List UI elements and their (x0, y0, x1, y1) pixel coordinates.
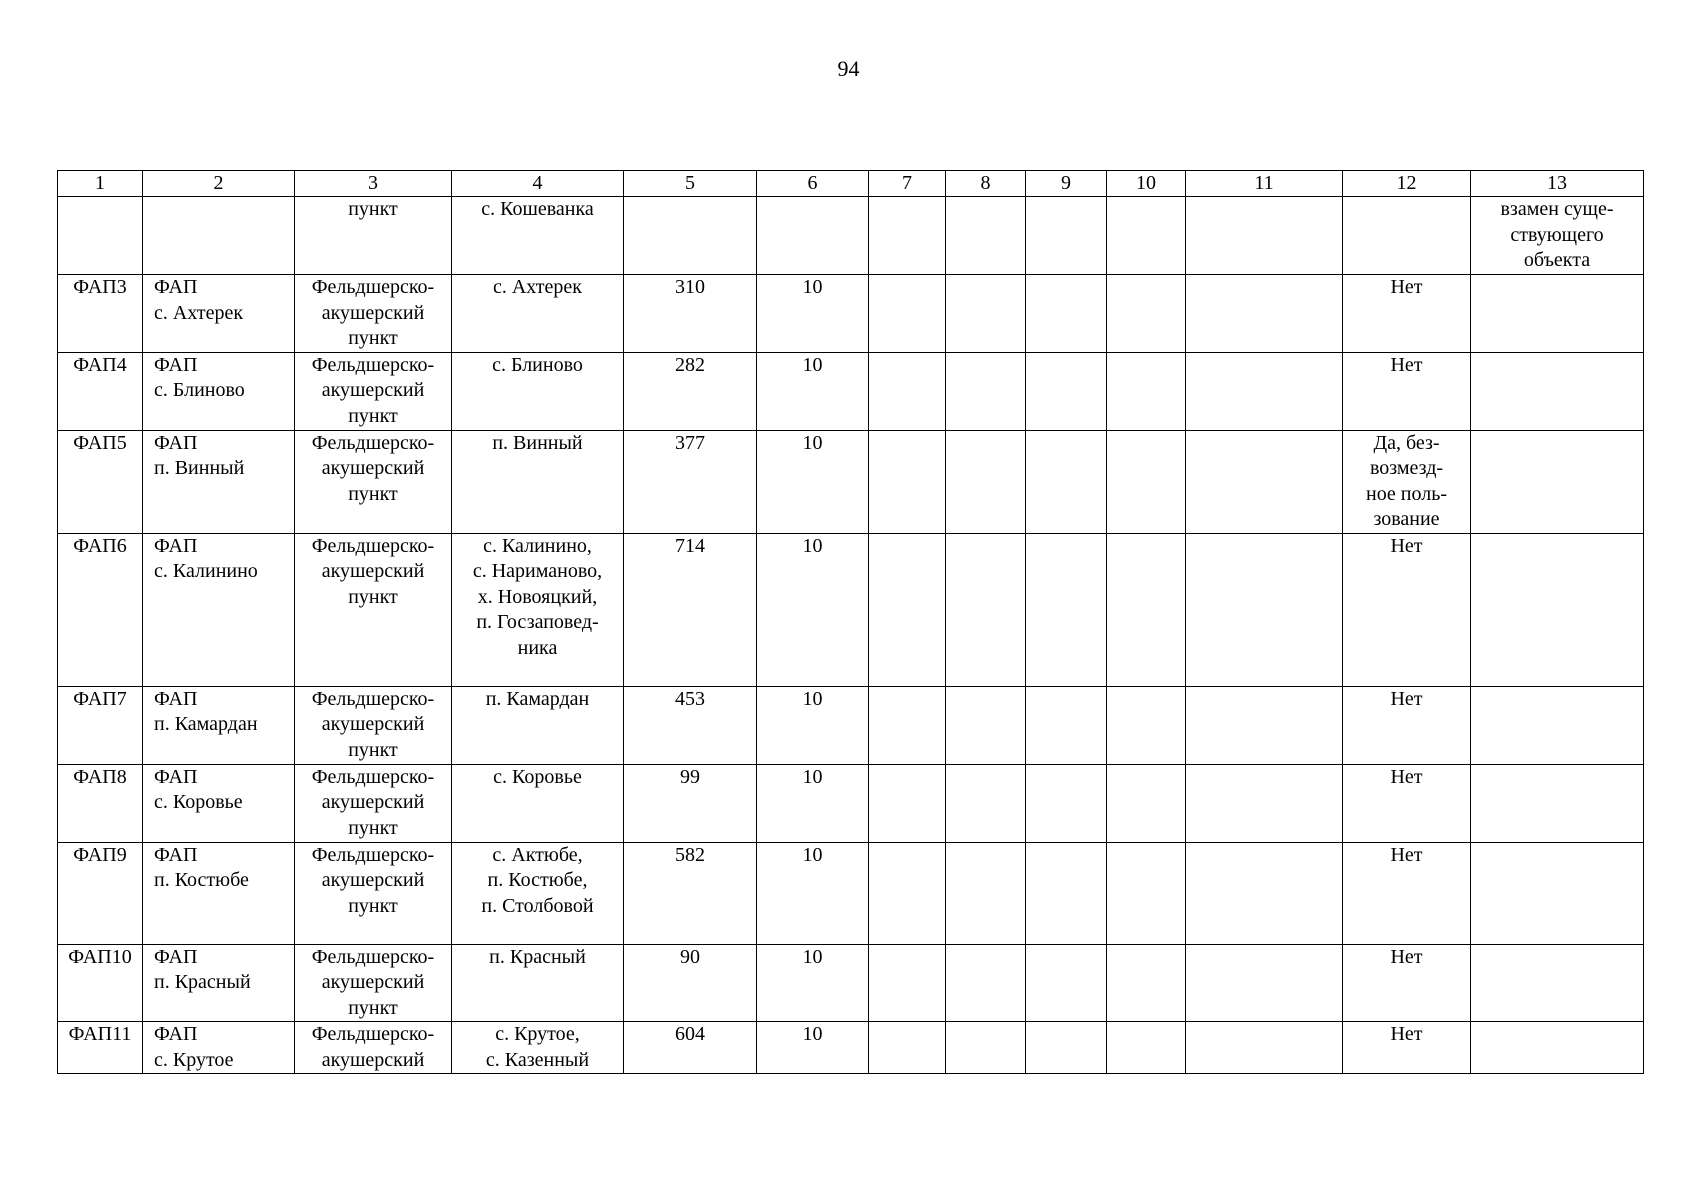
table-cell-col-11 (1186, 275, 1343, 353)
table-cell-col-9 (1026, 352, 1107, 430)
table-cell-col-8 (946, 430, 1026, 533)
table-cell-col-3: Фельдшерско- акушерский пункт (295, 842, 452, 944)
table-cell-col-13 (1471, 352, 1644, 430)
table-cell-col-7 (869, 842, 946, 944)
table-cell-col-5: 282 (624, 352, 757, 430)
table-cell-col-2: ФАП п. Костюбе (143, 842, 295, 944)
table-cell-col-8 (946, 686, 1026, 764)
table-cell-col-1 (58, 197, 143, 275)
table-cell-col-1: ФАП11 (58, 1022, 143, 1074)
table-cell-col-8 (946, 944, 1026, 1022)
table-row (58, 275, 1644, 353)
table-cell-col-3: Фельдшерско- акушерский (295, 1022, 452, 1074)
table-cell-col-7 (869, 764, 946, 842)
table-cell-col-1: ФАП3 (58, 275, 143, 353)
table-cell-col-10 (1107, 944, 1186, 1022)
table-cell-col-10 (1107, 275, 1186, 353)
table-cell-col-12 (1343, 197, 1471, 275)
header-cell: 6 (757, 171, 869, 197)
table-cell-col-13 (1471, 842, 1644, 944)
table-cell-col-12: Нет (1343, 275, 1471, 353)
table-cell-col-6: 10 (757, 275, 869, 353)
header-cell: 7 (869, 171, 946, 197)
table-cell-col-8 (946, 275, 1026, 353)
table-cell-col-9 (1026, 842, 1107, 944)
table-cell-col-5: 310 (624, 275, 757, 353)
table-cell-col-10 (1107, 197, 1186, 275)
table-cell-col-1: ФАП8 (58, 764, 143, 842)
table-cell-col-7 (869, 430, 946, 533)
header-cell: 8 (946, 171, 1026, 197)
table-cell-col-4: с. Ахтерек (452, 275, 624, 353)
table-cell-col-6: 10 (757, 1022, 869, 1074)
table-cell-col-6: 10 (757, 686, 869, 764)
table-cell-col-3: пункт (295, 197, 452, 275)
table-cell-col-5: 714 (624, 533, 757, 686)
table-cell-col-5: 377 (624, 430, 757, 533)
table-cell-col-13 (1471, 944, 1644, 1022)
table-cell-col-3: Фельдшерско- акушерский пункт (295, 944, 452, 1022)
table-row (58, 533, 1644, 686)
table-cell-col-13 (1471, 275, 1644, 353)
table-cell-col-6: 10 (757, 352, 869, 430)
table-cell-col-7 (869, 197, 946, 275)
table-cell-col-6: 10 (757, 842, 869, 944)
table-cell-col-1: ФАП4 (58, 352, 143, 430)
table-cell-col-5: 582 (624, 842, 757, 944)
table-cell-col-5 (624, 197, 757, 275)
table-cell-col-8 (946, 842, 1026, 944)
table-cell-col-4: п. Винный (452, 430, 624, 533)
table-cell-col-12: Да, без- возмезд- ное поль- зование (1343, 430, 1471, 533)
table-cell-col-4: с. Актюбе, п. Костюбе, п. Столбовой (452, 842, 624, 944)
table-cell-col-12: Нет (1343, 1022, 1471, 1074)
table-cell-col-2: ФАП п. Камардан (143, 686, 295, 764)
table-cell-col-5: 90 (624, 944, 757, 1022)
table-cell-col-13 (1471, 533, 1644, 686)
table-cell-col-10 (1107, 430, 1186, 533)
table-cell-col-13 (1471, 764, 1644, 842)
table-cell-col-4: с. Калинино, с. Нариманово, х. Новояцкий, п. Госзаповед- ника (452, 533, 624, 686)
table-cell-col-13: взамен суще- ствующего объекта (1471, 197, 1644, 275)
table-cell-col-9 (1026, 533, 1107, 686)
table-cell-col-3: Фельдшерско- акушерский пункт (295, 430, 452, 533)
header-cell: 12 (1343, 171, 1471, 197)
table-cell-col-10 (1107, 686, 1186, 764)
table-cell-col-7 (869, 944, 946, 1022)
table-cell-col-11 (1186, 1022, 1343, 1074)
table-row (58, 352, 1644, 430)
table-cell-col-11 (1186, 430, 1343, 533)
table-cell-col-1: ФАП9 (58, 842, 143, 944)
table-cell-col-8 (946, 764, 1026, 842)
table-cell-col-3: Фельдшерско- акушерский пункт (295, 764, 452, 842)
table-cell-col-1: ФАП10 (58, 944, 143, 1022)
table-cell-col-4: п. Камардан (452, 686, 624, 764)
table-cell-col-12: Нет (1343, 842, 1471, 944)
table-cell-col-10 (1107, 533, 1186, 686)
table-cell-col-11 (1186, 197, 1343, 275)
table-cell-col-4: с. Блиново (452, 352, 624, 430)
table-cell-col-12: Нет (1343, 764, 1471, 842)
table-cell-col-4: с. Кошеванка (452, 197, 624, 275)
table-cell-col-9 (1026, 686, 1107, 764)
table-cell-col-2: ФАП п. Винный (143, 430, 295, 533)
table-cell-col-11 (1186, 764, 1343, 842)
table-cell-col-11 (1186, 842, 1343, 944)
table-cell-col-4: п. Красный (452, 944, 624, 1022)
table-cell-col-10 (1107, 1022, 1186, 1074)
table-cell-col-8 (946, 1022, 1026, 1074)
table-cell-col-8 (946, 352, 1026, 430)
table-cell-col-6: 10 (757, 533, 869, 686)
table-row (58, 944, 1644, 1022)
table-cell-col-3: Фельдшерско- акушерский пункт (295, 275, 452, 353)
table-cell-col-11 (1186, 533, 1343, 686)
table-cell-col-4: с. Коровье (452, 764, 624, 842)
table-cell-col-2: ФАП с. Калинино (143, 533, 295, 686)
table-cell-col-4: с. Крутое, с. Казенный (452, 1022, 624, 1074)
table-cell-col-9 (1026, 1022, 1107, 1074)
table-cell-col-5: 99 (624, 764, 757, 842)
table-cell-col-2: ФАП с. Крутое (143, 1022, 295, 1074)
table-cell-col-11 (1186, 944, 1343, 1022)
table-cell-col-3: Фельдшерско- акушерский пункт (295, 533, 452, 686)
table-cell-col-11 (1186, 352, 1343, 430)
table-cell-col-7 (869, 686, 946, 764)
table-cell-col-10 (1107, 764, 1186, 842)
table-row (58, 842, 1644, 944)
header-cell: 5 (624, 171, 757, 197)
table-cell-col-2: ФАП с. Коровье (143, 764, 295, 842)
header-cell: 9 (1026, 171, 1107, 197)
table-cell-col-8 (946, 197, 1026, 275)
table-body (58, 171, 1644, 1074)
table-cell-col-9 (1026, 275, 1107, 353)
table-cell-col-12: Нет (1343, 352, 1471, 430)
table-cell-col-6: 10 (757, 430, 869, 533)
table-cell-col-6: 10 (757, 944, 869, 1022)
table-header-row (58, 171, 1644, 197)
header-cell: 2 (143, 171, 295, 197)
table-cell-col-9 (1026, 197, 1107, 275)
table-cell-col-7 (869, 533, 946, 686)
table-row (58, 1022, 1644, 1074)
table-cell-col-10 (1107, 842, 1186, 944)
table-cell-col-1: ФАП5 (58, 430, 143, 533)
table-cell-col-7 (869, 275, 946, 353)
table-cell-col-5: 453 (624, 686, 757, 764)
table-cell-col-3: Фельдшерско- акушерский пункт (295, 352, 452, 430)
table-cell-col-7 (869, 352, 946, 430)
page-number: 94 (837, 56, 860, 81)
header-cell: 11 (1186, 171, 1343, 197)
table-row (58, 686, 1644, 764)
table-cell-col-8 (946, 533, 1026, 686)
table-cell-col-3: Фельдшерско- акушерский пункт (295, 686, 452, 764)
header-cell: 13 (1471, 171, 1644, 197)
table-cell-col-10 (1107, 352, 1186, 430)
header-cell: 10 (1107, 171, 1186, 197)
table-cell-col-1: ФАП6 (58, 533, 143, 686)
table-cell-col-7 (869, 1022, 946, 1074)
table-cell-col-2: ФАП с. Ахтерек (143, 275, 295, 353)
table-row (58, 764, 1644, 842)
table-cell-col-2: ФАП с. Блиново (143, 352, 295, 430)
table-cell-col-5: 604 (624, 1022, 757, 1074)
table-cell-col-12: Нет (1343, 533, 1471, 686)
header-cell: 3 (295, 171, 452, 197)
table-cell-col-1: ФАП7 (58, 686, 143, 764)
table-cell-col-13 (1471, 1022, 1644, 1074)
table-cell-col-6 (757, 197, 869, 275)
header-cell: 4 (452, 171, 624, 197)
table-row (58, 197, 1644, 275)
table-cell-col-2: ФАП п. Красный (143, 944, 295, 1022)
header-cell: 1 (58, 171, 143, 197)
table-cell-col-9 (1026, 430, 1107, 533)
table-cell-col-13 (1471, 686, 1644, 764)
table-cell-col-6: 10 (757, 764, 869, 842)
table-row (58, 430, 1644, 533)
table-cell-col-12: Нет (1343, 944, 1471, 1022)
table-cell-col-11 (1186, 686, 1343, 764)
facilities-table (57, 170, 1644, 1074)
table-cell-col-2 (143, 197, 295, 275)
table-cell-col-12: Нет (1343, 686, 1471, 764)
table-cell-col-9 (1026, 764, 1107, 842)
table-cell-col-13 (1471, 430, 1644, 533)
table-cell-col-9 (1026, 944, 1107, 1022)
